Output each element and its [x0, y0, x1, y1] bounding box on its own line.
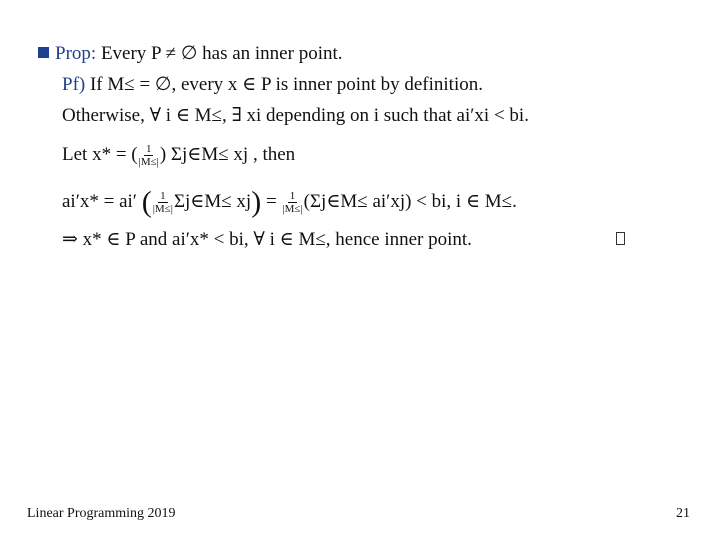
- let-prefix: Let x* = (: [62, 144, 138, 165]
- qed-box-icon: [616, 232, 625, 245]
- main-equation: [62, 185, 517, 219]
- conclusion-line: ⇒ x* ∈ P and ai′x* < bi, ∀ i ∈ M≤, hence inner point.: [62, 229, 472, 250]
- page-number: 21: [676, 506, 690, 521]
- proof-line: [62, 73, 483, 97]
- footer-course: Linear Programming 2019: [27, 506, 176, 521]
- let-suffix: ) Σj∈M≤ xj , then: [159, 144, 296, 165]
- otherwise-line: Otherwise, ∀ i ∈ M≤, ∃ xi depending on i such that ai′xi < bi.: [62, 105, 529, 126]
- equation-fraction-2-numerator: 1: [289, 190, 296, 203]
- equation-lhs: ai′x* = ai′: [62, 191, 137, 212]
- equation-fraction-denominator: |M≤|: [152, 203, 173, 216]
- prop-text: Every P ≠ ∅ has an inner point.: [100, 43, 343, 64]
- let-line: [62, 143, 295, 168]
- proof-text: If M≤ = ∅, every x ∈ P is inner point by definition.: [89, 74, 483, 95]
- proof-label: Pf): [62, 74, 86, 95]
- equation-fraction-numerator: 1: [160, 190, 166, 203]
- equation-sum: Σj∈M≤ xj: [173, 191, 252, 212]
- equation-equals: =: [265, 191, 277, 212]
- prop-line: [38, 42, 343, 66]
- prop-label: Prop:: [55, 43, 97, 64]
- equation-fraction: [153, 190, 173, 215]
- let-fraction-denominator: |M≤|: [138, 156, 159, 169]
- open-paren-icon: (: [141, 185, 152, 219]
- equation-fraction-2-denominator: |M≤|: [282, 203, 303, 216]
- equation-rhs: (Σj∈M≤ ai′xj) < bi, i ∈ M≤.: [303, 191, 517, 212]
- let-fraction: [139, 143, 159, 168]
- square-bullet-icon: [38, 47, 49, 58]
- let-fraction-numerator: 1: [145, 143, 152, 156]
- equation-fraction-2: [282, 190, 302, 215]
- close-paren-icon: ): [251, 185, 262, 219]
